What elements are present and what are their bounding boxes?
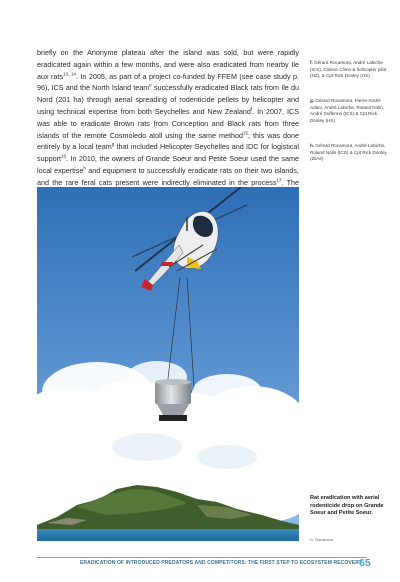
sidenote-letter: f. xyxy=(310,60,313,65)
body-text-segment: . In 2007, ICS was able to eradicate Brown rats from Conception and Black rats from three islands of the remote Cosmoledo atoll using the same method xyxy=(37,106,299,140)
sidenote-text: Gérard Rocamora, André Labiche (ICS), Gideon Climo & helicopter pilot (NZ), & Cpt Rick Dooley (HS) xyxy=(310,60,387,79)
photo-credit: G. Rocamora xyxy=(310,537,334,542)
body-text-segment: . In 2005, as part of a project co-funded by FFEM (see case study p. 96), ICS and the North Island team xyxy=(37,71,300,93)
photo-caption: Rat eradication with aerial rodenticide drop on Grande Soeur and Petite Soeur. xyxy=(310,495,384,517)
footnote-reference: 15 xyxy=(243,130,249,136)
sidenote-f xyxy=(310,60,390,80)
footnote-reference: 13, 14 xyxy=(63,71,76,77)
footnote-reference: g xyxy=(111,141,115,147)
footnote-reference: e xyxy=(149,83,152,88)
body-text-segment: and equipment to successfully eradicate rats on their two islands, and the rare feral cats present were indirectly eliminated in the process xyxy=(37,165,299,187)
sidenote-letter: g. xyxy=(310,98,315,103)
running-title: ERADICATION OF INTRODUCED PREDATORS AND COMPETITORS: THE FIRST STEP TO ECOSYSTEM RECOVERY xyxy=(80,560,363,566)
sea xyxy=(37,529,299,541)
main-body-paragraph xyxy=(37,47,299,200)
sidenote-text: Gérard Rocamora, Pierre-André Adam, André Labiche, Roland Nolin, André Duffenno (ICS) & Cpt Rick Dooley (HS) xyxy=(310,98,385,123)
sidenote-text: Gérard Rocamora, André Labiche, Roland Nolin (ICS) & Cpt Rick Dooley (ZilAir) xyxy=(310,143,387,162)
body-text-segment: that included Helicopter Seychelles and IDC for logistical support xyxy=(37,142,299,164)
footnote-reference: h xyxy=(83,165,86,171)
sidenote-letter: h. xyxy=(310,143,315,148)
footnote-reference: 17 xyxy=(276,177,282,183)
helicopter-photo xyxy=(37,187,299,541)
body-text-segment: briefly on the Anonyme plateau after the island was sold, but were rapidly eradicated again within a few months, and were also eradicated from nearby Ile aux rats xyxy=(37,48,299,81)
footer-divider xyxy=(37,557,367,558)
sidenote-h xyxy=(310,143,390,163)
body-text-segment: . The xyxy=(281,177,300,187)
body-text-segment: ; this was done entirely by a local team xyxy=(37,130,299,152)
body-text-segment: . In 2010, the owners of Grande Soeur and Petite Soeur used the same local expertise xyxy=(37,154,299,175)
page-number: 65 xyxy=(359,557,371,569)
footnote-reference: f xyxy=(250,106,253,112)
footnote-reference: 16 xyxy=(60,153,66,159)
body-text-segment: successfully eradicated Black rats from Ile du Nord (201 ha) through aerial spreading of rodenticide pellets by helicopter and using technical expertise from both Seychelles and New Zealand xyxy=(37,83,299,116)
sidenote-g xyxy=(310,98,390,124)
